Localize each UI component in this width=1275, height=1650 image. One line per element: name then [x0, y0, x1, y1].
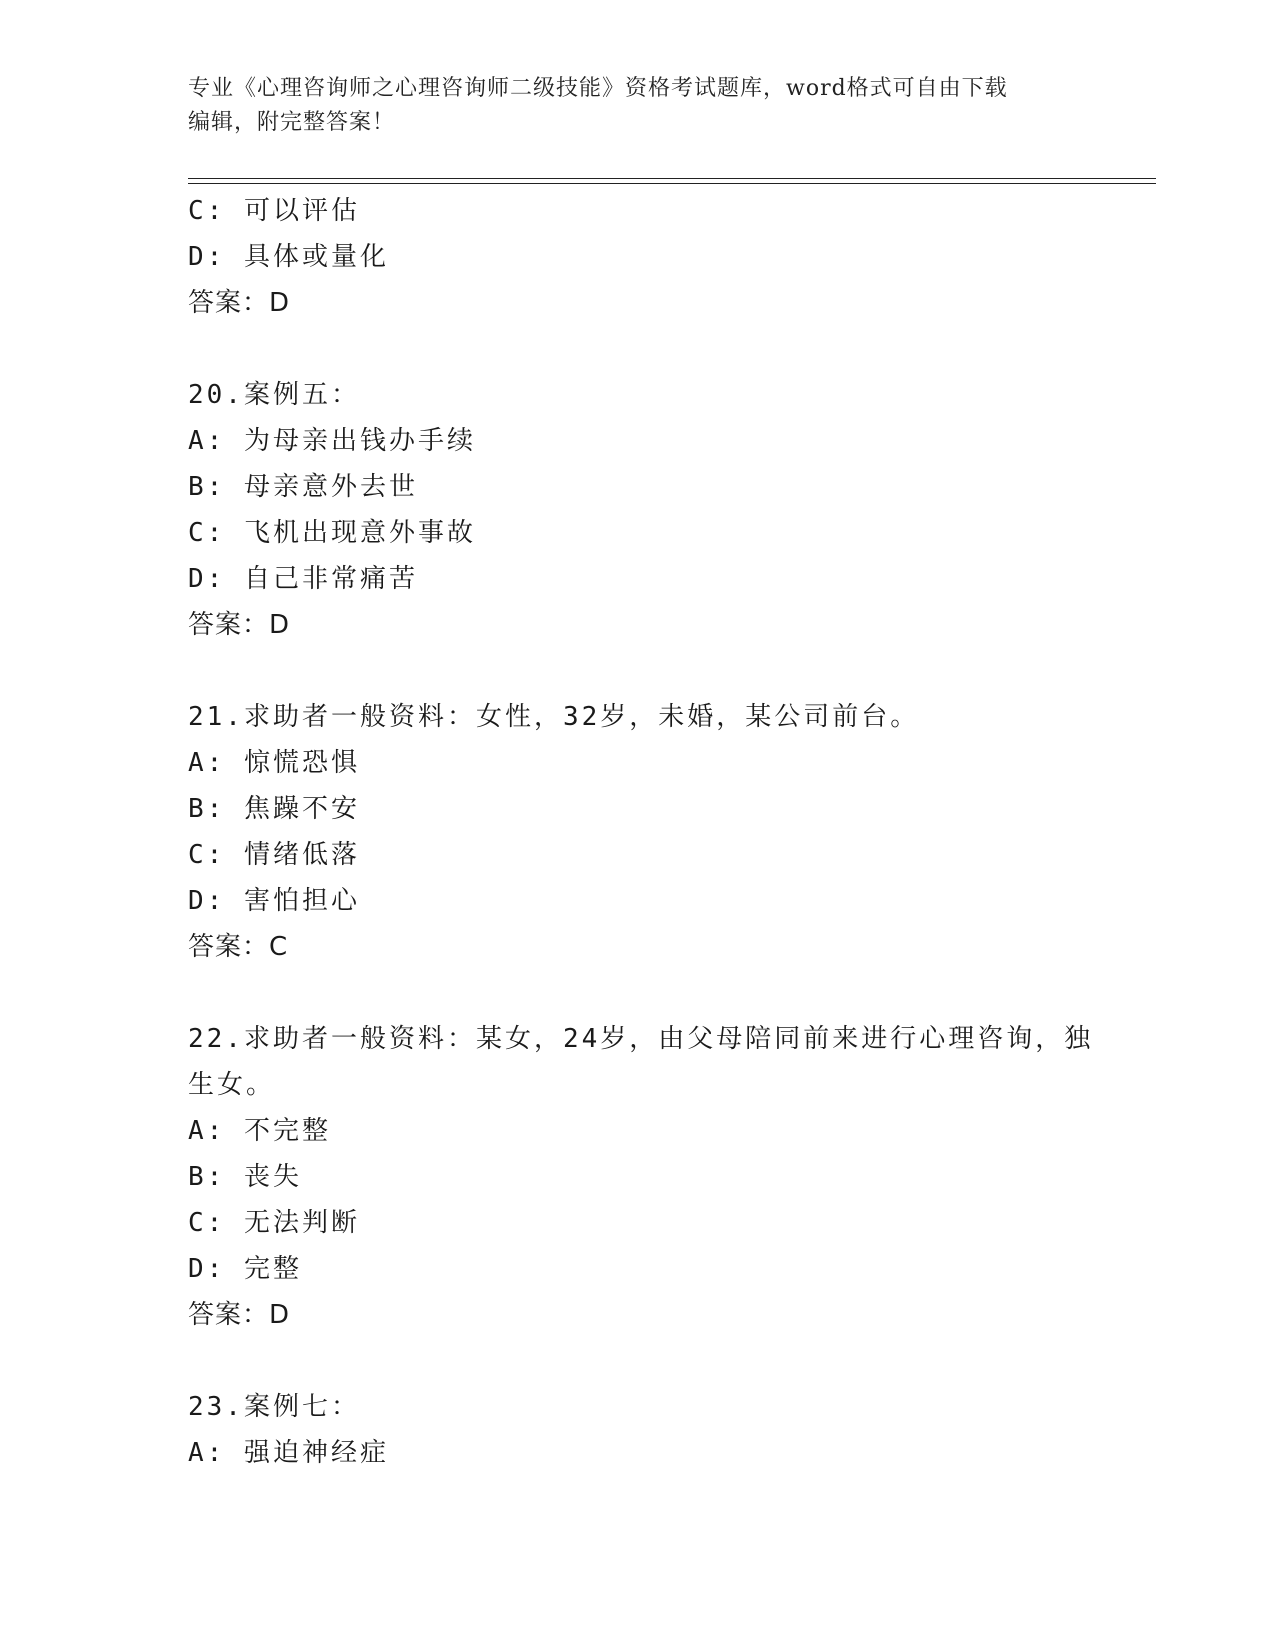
header-title-line2: 编辑，附完整答案！ [188, 110, 396, 135]
option-d: D: 害怕担心 [188, 886, 360, 916]
question-block-21 [188, 694, 1088, 970]
question-block-23 [188, 1384, 1088, 1476]
question-list [188, 188, 1094, 1476]
question-block-22 [188, 1016, 1094, 1338]
option-d: D: 完整 [188, 1254, 302, 1284]
option-c: C: 无法判断 [188, 1208, 360, 1238]
answer-label: 答案：D [188, 610, 291, 640]
option-a: A: 为母亲出钱办手续 [188, 426, 476, 456]
question-text-line2: 生女。 [188, 1070, 276, 1100]
option-d: D: 具体或量化 [188, 242, 389, 272]
document-header [188, 72, 1088, 140]
option-d: D: 自己非常痛苦 [188, 564, 418, 594]
option-b: B: 母亲意外去世 [188, 472, 418, 502]
header-divider-top [188, 178, 1156, 179]
question-block-19 [188, 188, 1088, 326]
header-title-line1: 专业《心理咨询师之心理咨询师二级技能》资格考试题库，word格式可自由下载 [188, 76, 1008, 101]
option-a: A: 不完整 [188, 1116, 331, 1146]
option-c: C: 可以评估 [188, 196, 360, 226]
question-text-line1: 22.求助者一般资料：某女，24岁，由父母陪同前来进行心理咨询，独 [188, 1024, 1094, 1054]
option-b: B: 丧失 [188, 1162, 302, 1192]
option-c: C: 情绪低落 [188, 840, 360, 870]
header-divider-bottom [188, 183, 1156, 184]
question-block-20 [188, 372, 1088, 648]
answer-label: 答案：C [188, 932, 289, 962]
option-b: B: 焦躁不安 [188, 794, 360, 824]
question-text: 21.求助者一般资料：女性，32岁，未婚，某公司前台。 [188, 702, 920, 732]
question-text: 23.案例七： [188, 1392, 360, 1422]
question-text: 20.案例五： [188, 380, 360, 410]
option-a: A: 惊慌恐惧 [188, 748, 360, 778]
answer-label: 答案：D [188, 288, 291, 318]
option-c: C: 飞机出现意外事故 [188, 518, 476, 548]
option-a: A: 强迫神经症 [188, 1438, 389, 1468]
answer-label: 答案：D [188, 1300, 291, 1330]
